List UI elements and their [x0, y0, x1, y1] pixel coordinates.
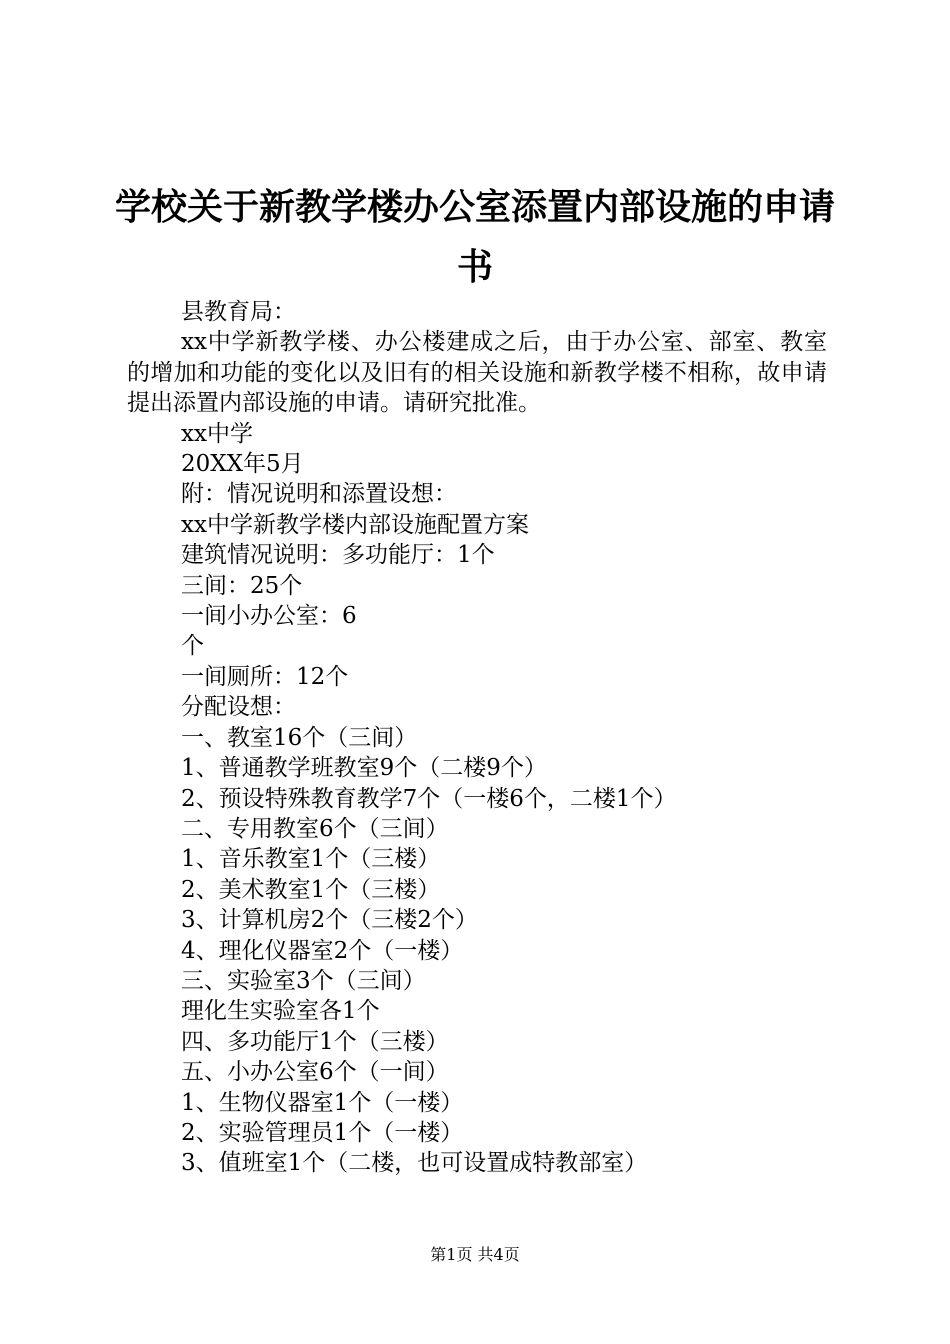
list-item: 2、美术教室1个（三楼） [181, 876, 441, 903]
list-item: 1、生物仪器室1个（一楼） [181, 1089, 464, 1116]
salutation: 县教育局： [181, 299, 296, 325]
section-heading: 二、专用教室6个（三间） [181, 815, 449, 842]
signature-date: 20XX年5月 [181, 451, 304, 478]
section-heading: 四、多功能厅1个（三楼） [181, 1028, 449, 1055]
list-item: 理化生实验室各1个 [181, 998, 380, 1025]
list-item: 一间厕所：12个 [181, 663, 349, 690]
signature-school: xx中学 [181, 420, 253, 447]
list-item: 1、普通教学班教室9个（二楼9个） [181, 755, 547, 782]
list-item: 一间小办公室：6 [181, 603, 357, 630]
list-item: 2、实验管理员1个（一楼） [181, 1119, 464, 1146]
document-body [127, 297, 827, 1179]
attachment-heading: 附：情况说明和添置设想： [181, 481, 457, 508]
section-heading: 三、实验室3个（三间） [181, 967, 426, 994]
document-title: 学校关于新教学楼办公室添置内部设施的申请书 [114, 187, 835, 288]
page-footer: 第1页 共4页 [430, 1245, 520, 1264]
list-item: 3、值班室1个（二楼，也可设置成特教部室） [181, 1150, 648, 1177]
list-item: 4、理化仪器室2个（一楼） [181, 937, 464, 964]
request-paragraph: xx中学新教学楼、办公楼建成之后，由于办公室、部室、教室的增加和功能的变化以及旧有的相关设施和新教学楼不相称，故申请提出添置内部设施的申请。请研究批准。 [127, 329, 827, 417]
list-item: 3、计算机房2个（三楼2个） [181, 907, 478, 934]
list-item: 2、预设特殊教育教学7个（一楼6个，二楼1个） [181, 785, 677, 812]
building-info: 建筑情况说明：多功能厅：1个 [181, 542, 495, 569]
allocation-heading: 分配设想： [181, 694, 296, 721]
list-item: 三间：25个 [181, 572, 303, 599]
list-item: 1、音乐教室1个（三楼） [181, 846, 441, 873]
section-heading: 一、教室16个（三间） [181, 724, 418, 751]
list-item: 个 [181, 633, 204, 660]
plan-title: xx中学新教学楼内部设施配置方案 [181, 511, 529, 538]
section-heading: 五、小办公室6个（一间） [181, 1059, 449, 1086]
